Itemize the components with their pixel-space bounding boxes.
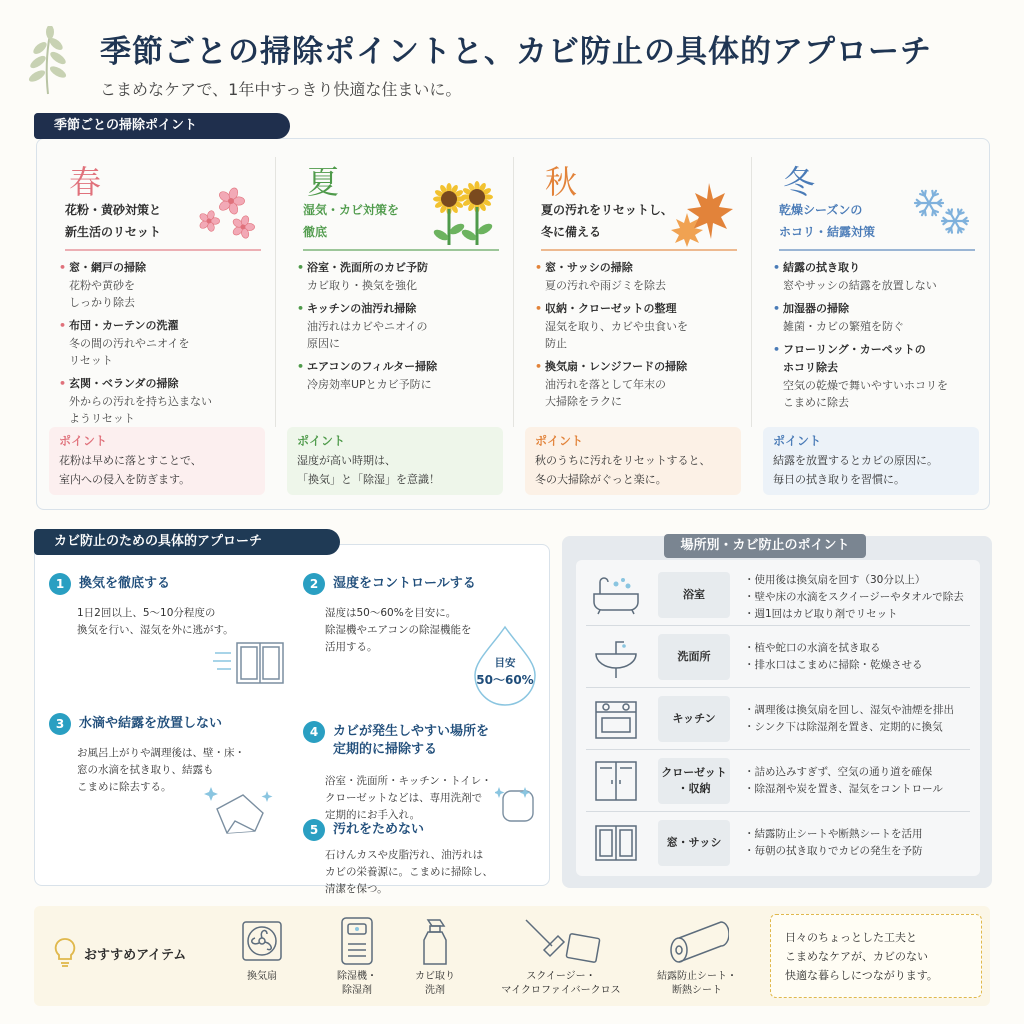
place-row <box>576 688 980 750</box>
maple-leaf-icon <box>663 177 739 247</box>
closet-icon <box>590 760 642 802</box>
season-item-heading <box>535 300 745 318</box>
place-tip: ・詰め込みすぎず、空気の通り道を確保 <box>744 766 933 778</box>
season-item-desc: 冬の間の汚れやニオイを <box>69 337 190 350</box>
season-divider <box>751 157 752 427</box>
dehumidifier-icon <box>332 916 382 966</box>
item-label-line: 除湿機・ <box>337 971 377 982</box>
season-lead-line: 湿気・カビ対策を <box>303 203 400 217</box>
season-point-box <box>525 427 741 495</box>
season-item-desc: 空気の乾燥で舞いやすいホコリを <box>783 379 948 392</box>
place-name-line: キッチン <box>672 712 716 725</box>
step-body-line: カビの栄養源に。こまめに掃除し、 <box>325 866 493 878</box>
step-body-line: 定期的にお手入れ。 <box>325 809 421 821</box>
season-item-heading <box>297 259 507 277</box>
bathtub-icon <box>590 574 642 616</box>
season-item-desc: 原因に <box>307 337 340 350</box>
step-title <box>333 821 424 839</box>
season-item-desc: こまめに除去 <box>783 396 849 409</box>
season-point-line: 「換気」と「除湿」を意識！ <box>297 473 440 486</box>
season-item-desc: 大掃除をラクに <box>545 395 622 408</box>
season-item-title: エアコンのフィルター掃除 <box>307 360 438 373</box>
leaf-icon <box>22 26 74 96</box>
season-item-heading <box>59 317 269 335</box>
item-label-line: カビ取り <box>415 971 455 982</box>
place-name-text <box>661 765 727 797</box>
step-body-line: クローゼットなどは、専用洗剤で <box>325 792 483 804</box>
season-point-line: 冬の大掃除がぐっと楽に。 <box>535 473 667 486</box>
step-body-line: 除湿機やエアコンの除湿機能を <box>325 624 472 636</box>
step-body <box>77 605 234 639</box>
place-row <box>576 750 980 812</box>
recommended-item <box>486 916 636 1002</box>
recommended-items-bar <box>34 906 990 1006</box>
season-item <box>59 317 269 369</box>
place-tip: ・結露防止シートや断熱シートを活用 <box>744 828 923 840</box>
season-lead-line: 新生活のリセット <box>65 225 161 239</box>
step-number-badge: 1 <box>49 573 71 595</box>
season-item <box>297 358 507 393</box>
item-label-line: 除湿剤 <box>342 985 372 996</box>
step-title-line: 換気を徹底する <box>79 576 171 591</box>
closing-line: 快適な暮らしにつながります。 <box>785 969 938 982</box>
season-rule <box>779 249 975 251</box>
season-kanji: 春 <box>69 163 102 201</box>
place-name-text <box>667 835 722 851</box>
season-point-line: 花粉は早めに落とすことで、 <box>59 454 202 467</box>
season-item-desc: 湿気を取り、カビや虫食いを <box>545 320 688 333</box>
season-item-title: 窓・サッシの掃除 <box>545 261 633 274</box>
seasons-section-label: 季節ごとの掃除ポイント <box>34 113 290 139</box>
place-tip: ・排水口はこまめに掃除・乾燥させる <box>744 659 923 671</box>
season-point-title: ポイント <box>535 434 584 448</box>
place-name <box>658 572 730 618</box>
place-tip: ・植や蛇口の水滴を拭き取る <box>744 642 881 654</box>
place-name-text <box>683 587 705 603</box>
place-name <box>658 634 730 680</box>
humidity-badge-label: 目安 <box>494 657 516 669</box>
season-item <box>535 300 745 352</box>
window-air-icon <box>213 639 285 687</box>
closing-message <box>770 914 982 998</box>
place-row <box>576 812 980 874</box>
season-item <box>773 341 983 411</box>
season-card-summer <box>277 151 511 497</box>
season-item-heading <box>59 375 269 393</box>
season-point-box <box>49 427 265 495</box>
places-panel <box>562 536 992 888</box>
closing-line: こまめなケアが、カビのない <box>785 950 928 963</box>
season-point-title: ポイント <box>59 434 108 448</box>
season-item-desc: リセット <box>69 354 113 367</box>
mold-section-label: カビ防止のための具体的アプローチ <box>34 529 340 555</box>
season-item-desc: 雑菌・カビの繁殖を防ぐ <box>783 320 904 333</box>
season-point-line: 毎日の拭き取りを習慣に。 <box>773 473 905 486</box>
item-label-line: マイクロファイバークロス <box>501 985 621 996</box>
place-row <box>576 626 980 688</box>
washbasin-icon <box>590 636 642 678</box>
sunflower-icon <box>425 177 501 247</box>
item-label-line: 結露防止シート・ <box>657 971 737 982</box>
sponge-icon <box>495 781 539 827</box>
step-body-line: お風呂上がりや調理後は、壁・床・ <box>77 747 245 759</box>
season-item-title: 窓・網戸の掃除 <box>69 261 146 274</box>
season-card-autumn <box>515 151 749 497</box>
step-body-line: 石けんカスや皮脂汚れ、油汚れは <box>325 849 484 861</box>
season-item-title: フローリング・カーペットの <box>783 343 926 356</box>
place-tips <box>744 702 980 736</box>
season-item-desc: 窓やサッシの結露を放置しない <box>783 279 937 292</box>
season-lead-line: 花粉・黄砂対策と <box>65 203 162 217</box>
bullet-icon: • <box>59 261 67 274</box>
season-point-body <box>59 451 255 489</box>
humidity-badge-value: 50〜60% <box>476 673 534 687</box>
season-point-box <box>287 427 503 495</box>
bullet-icon: • <box>773 261 781 274</box>
step-body-line: こまめに除去する。 <box>77 781 172 793</box>
season-item-title: 玄関・ベランダの掃除 <box>69 377 179 390</box>
recommended-item-label <box>486 970 636 998</box>
season-item-heading <box>773 300 983 318</box>
season-item-desc: カビ取り・換気を強化 <box>307 279 417 292</box>
season-rule <box>65 249 261 251</box>
season-lead-line: 徹底 <box>303 225 328 239</box>
bullet-icon: • <box>59 377 67 390</box>
step-title <box>79 715 222 733</box>
step-body-line: 湿度は50〜60%を目安に。 <box>325 607 457 619</box>
snowflake-icon <box>901 177 977 247</box>
place-tips <box>744 640 980 674</box>
sheet-roll-icon <box>665 916 729 966</box>
season-lead-line: 冬に備える <box>541 225 602 239</box>
season-item-title: キッチンの油汚れ掃除 <box>307 302 417 315</box>
season-item-title: 浴室・洗面所のカビ予防 <box>307 261 428 274</box>
season-point-body <box>535 451 731 489</box>
page-subtitle: こまめなケアで、1年中すっきり快適な住まいに。 <box>100 80 462 99</box>
places-section-label: 場所別・カビ防止のポイント <box>664 534 866 558</box>
cloth-wipe-icon <box>197 781 277 841</box>
season-item-desc: 防止 <box>545 337 567 350</box>
season-item <box>773 300 983 335</box>
squeegee-icon <box>518 916 604 966</box>
bullet-icon: • <box>297 261 305 274</box>
place-row <box>576 564 980 626</box>
place-name-text <box>672 711 715 727</box>
season-item <box>297 259 507 294</box>
spray-bottle-icon <box>410 916 460 966</box>
bullet-icon: • <box>773 302 781 315</box>
season-item-desc: 油汚れを落として年末の <box>545 378 666 391</box>
recommended-item-label <box>400 970 470 998</box>
season-items <box>535 259 745 416</box>
place-tips <box>744 826 980 860</box>
season-divider <box>513 157 514 427</box>
recommended-item <box>642 916 752 1002</box>
place-tip: ・週1回はカビ取り剤でリセット <box>744 608 898 620</box>
lightbulb-icon <box>52 936 78 968</box>
step-title <box>333 723 489 759</box>
season-card-winter <box>753 151 987 497</box>
season-point-line: 結露を放置するとカビの原因に。 <box>773 454 938 467</box>
season-item-title: 結露の拭き取り <box>783 261 860 274</box>
place-tip: ・壁や床の水滴をスクイージーやタオルで除去 <box>744 591 964 603</box>
place-name-text <box>678 649 711 665</box>
step-number-badge: 3 <box>49 713 71 735</box>
mold-prevention-panel <box>34 544 550 895</box>
season-item-heading <box>773 341 983 359</box>
season-items <box>773 259 983 417</box>
place-name <box>658 696 730 742</box>
season-items <box>59 259 269 433</box>
bullet-icon: • <box>535 261 543 274</box>
season-item-desc: しっかり除去 <box>69 296 135 309</box>
season-item-heading <box>535 358 745 376</box>
season-item-desc: 花粉や黄砂を <box>69 279 135 292</box>
season-item-title-cont: ホコリ除去 <box>783 361 838 374</box>
recommended-items-label: おすすめアイテム <box>84 948 187 963</box>
place-tip: ・使用後は換気扇を回す（30分以上） <box>744 574 926 586</box>
place-tips <box>744 764 980 798</box>
season-rule <box>541 249 737 251</box>
step-body-line: 浴室・洗面所・キッチン・トイレ・ <box>325 775 492 787</box>
season-item-heading <box>59 259 269 277</box>
step-body-line: 1日2回以上、5〜10分程度の <box>77 607 216 619</box>
recommended-item-label <box>232 970 292 984</box>
season-rule <box>303 249 499 251</box>
header <box>0 0 1024 110</box>
season-lead-line: 乾燥シーズンの <box>779 203 863 217</box>
step-body-line: 窓の水滴を拭き取り、結露も <box>77 764 214 776</box>
season-lead <box>779 199 919 243</box>
step-number-badge: 2 <box>303 573 325 595</box>
place-tip: ・調理後は換気扇を回し、湿気や油煙を排出 <box>744 704 954 716</box>
season-item <box>297 300 507 352</box>
season-item-heading <box>297 300 507 318</box>
season-item-desc: 油汚れはカビやニオイの <box>307 320 428 333</box>
season-item-title: 収納・クローゼットの整理 <box>545 302 677 315</box>
season-point-body <box>773 451 969 489</box>
step-title-line: 定期的に掃除する <box>333 742 438 757</box>
season-divider <box>275 157 276 427</box>
season-item-desc: 外からの汚れを持ち込まない <box>69 395 212 408</box>
step-body-line: 活用する。 <box>325 641 378 653</box>
recommended-item-label <box>642 970 752 998</box>
season-point-body <box>297 451 493 489</box>
place-name <box>658 758 730 804</box>
step-body-line: 清潔を保つ。 <box>325 883 388 895</box>
step-title <box>333 575 476 593</box>
sakura-icon <box>187 177 263 247</box>
place-tip: ・シンク下は除湿剤を置き、定期的に換気 <box>744 721 943 733</box>
season-point-line: 秋のうちに汚れをリセットすると、 <box>535 454 711 467</box>
step-body-line: 換気を行い、湿気を外に逃がす。 <box>77 624 234 636</box>
place-name-line: 窓・サッシ <box>666 836 722 849</box>
place-tips <box>744 572 980 623</box>
season-point-line: 室内への侵入を防ぎます。 <box>59 473 191 486</box>
stove-icon <box>590 698 642 740</box>
season-card-spring <box>39 151 273 497</box>
season-point-line: 湿度が高い時期は、 <box>297 454 396 467</box>
step-body <box>325 605 471 656</box>
recommended-item <box>232 916 292 1002</box>
season-kanji: 秋 <box>545 163 578 201</box>
bullet-icon: • <box>297 360 305 373</box>
step-number-badge: 4 <box>303 721 325 743</box>
recommended-item-label <box>320 970 394 998</box>
item-label-line: スクイージー・ <box>526 971 596 982</box>
step-title-line: 湿度をコントロールする <box>333 576 476 591</box>
season-lead <box>65 199 205 243</box>
place-name-line: クローゼット <box>661 766 727 779</box>
bullet-icon: • <box>773 343 781 356</box>
bullet-icon: • <box>297 302 305 315</box>
step-title <box>79 575 170 593</box>
page-title: 季節ごとの掃除ポイントと、カビ防止の具体的アプローチ <box>100 34 932 70</box>
season-item <box>535 358 745 410</box>
place-name-line: ・収納 <box>677 782 711 795</box>
recommended-item <box>320 916 394 1002</box>
place-name <box>658 820 730 866</box>
season-lead <box>541 199 681 243</box>
item-label-line: 換気扇 <box>247 971 277 982</box>
season-item <box>535 259 745 294</box>
season-point-title: ポイント <box>297 434 346 448</box>
season-item-desc: ようリセット <box>69 412 135 425</box>
places-list <box>576 560 980 876</box>
season-item-heading <box>773 259 983 277</box>
bullet-icon: • <box>535 302 543 315</box>
season-item-heading <box>297 358 507 376</box>
closing-line: 日々のちょっとした工夫と <box>785 931 917 944</box>
step-title-line: 水滴や結露を放置しない <box>79 716 223 731</box>
season-lead-line: ホコリ・結露対策 <box>779 225 876 239</box>
item-label-line: 断熱シート <box>672 985 722 996</box>
bullet-icon: • <box>59 319 67 332</box>
place-tip: ・毎朝の拭き取りでカビの発生を予防 <box>744 845 923 857</box>
season-kanji: 冬 <box>783 163 816 201</box>
season-item-desc: 冷房効率UPとカビ予防に <box>307 378 432 391</box>
item-label-line: 洗剤 <box>425 985 445 996</box>
step-title-line: カビが発生しやすい場所を <box>333 724 490 739</box>
step-body <box>325 847 493 898</box>
season-item <box>59 375 269 427</box>
season-item-heading <box>535 259 745 277</box>
season-item <box>773 259 983 294</box>
season-item-desc: 夏の汚れや雨ジミを除去 <box>545 279 666 292</box>
window-icon <box>590 822 642 864</box>
season-lead-line: 夏の汚れをリセットし、 <box>541 203 673 217</box>
season-items <box>297 259 507 399</box>
season-item-title: 布団・カーテンの洗濯 <box>69 319 179 332</box>
step-title-line: 汚れをためない <box>333 822 425 837</box>
season-item <box>59 259 269 311</box>
season-point-box <box>763 427 979 495</box>
seasons-panel <box>36 138 990 510</box>
season-item-title: 加湿器の掃除 <box>783 302 849 315</box>
season-kanji: 夏 <box>307 163 340 201</box>
recommended-item <box>400 916 470 1002</box>
place-tip: ・除湿剤や炭を置き、湿気をコントロール <box>744 783 943 795</box>
fan-icon <box>237 916 287 966</box>
place-name-line: 洗面所 <box>677 650 711 663</box>
bullet-icon: • <box>535 360 543 373</box>
step-number-badge: 5 <box>303 819 325 841</box>
step-body <box>325 773 492 824</box>
place-name-line: 浴室 <box>683 588 705 601</box>
season-item-title: 換気扇・レンジフードの掃除 <box>545 360 688 373</box>
season-lead <box>303 199 443 243</box>
season-point-title: ポイント <box>773 434 822 448</box>
